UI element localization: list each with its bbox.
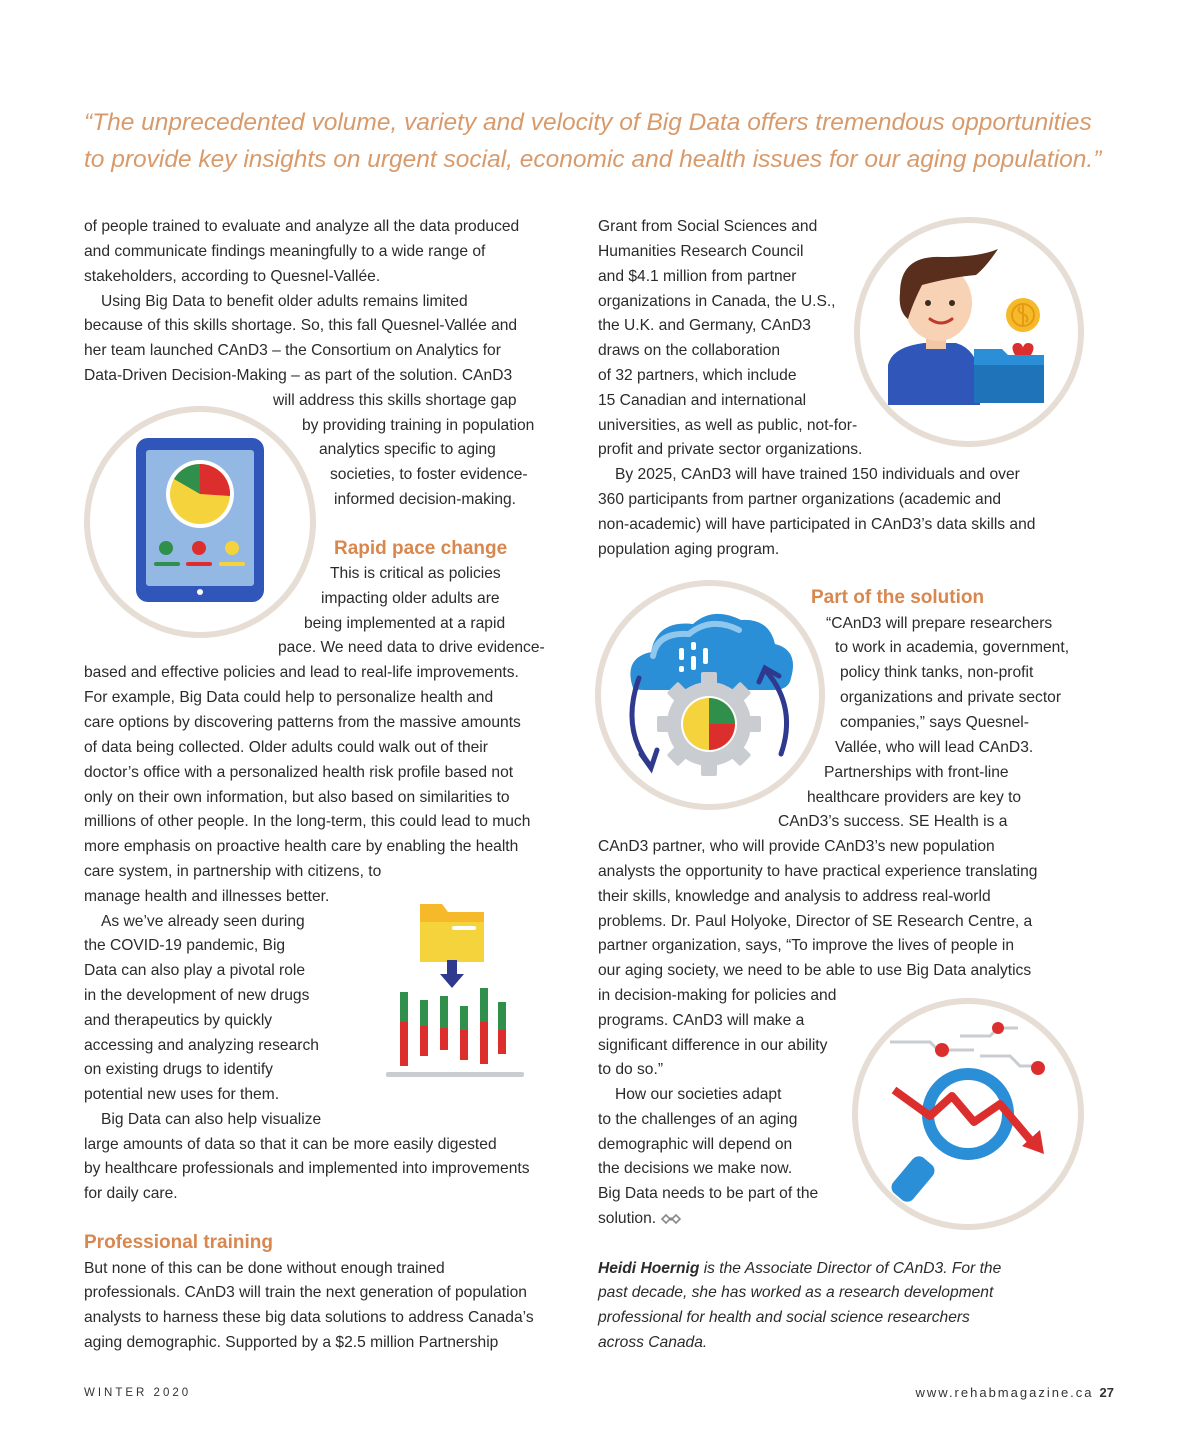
end-mark-icon	[660, 1212, 682, 1226]
body-line: population aging program.	[598, 541, 780, 558]
body-line: because of this skills shortage. So, this fall Quesnel-Vallée and	[84, 317, 518, 334]
body-line: societies, to foster evidence-	[330, 466, 528, 483]
body-line: informed decision-making.	[334, 491, 517, 508]
body-line: more emphasis on proactive health care by enabling the health	[84, 838, 519, 855]
author-bio-line: professional for health and social science researchers	[598, 1309, 970, 1326]
body-line: CAnD3 partner, who will provide CAnD3’s new population	[598, 838, 995, 855]
heading-part-of-the-solution: Part of the solution	[811, 587, 985, 608]
body-line: profit and private sector organizations.	[598, 441, 863, 458]
body-line: the U.K. and Germany, CAnD3	[598, 317, 811, 334]
person-funding-illustration	[852, 215, 1086, 449]
body-line: and therapeutics by quickly	[84, 1012, 273, 1029]
body-line: pace. We need data to drive evidence-	[278, 639, 545, 656]
body-line: demographic will depend on	[598, 1136, 793, 1153]
body-line: our aging society, we need to be able to use Big Data analytics	[598, 962, 1032, 979]
body-line: of 32 partners, which include	[598, 367, 797, 384]
body-line: manage health and illnesses better.	[84, 888, 330, 905]
body-line: millions of other people. In the long-term, this could lead to much	[84, 813, 531, 830]
body-line: Data can also play a pivotal role	[84, 962, 306, 979]
heading-rapid-pace-change: Rapid pace change	[334, 538, 508, 559]
cloud-gear-illustration	[593, 578, 827, 812]
body-line: This is critical as policies	[330, 565, 501, 582]
issue-label: WINTER 2020	[84, 1387, 192, 1399]
folder-bar-chart-illustration	[382, 892, 532, 1082]
body-line: in decision-making for policies and	[598, 987, 837, 1004]
body-line: stakeholders, according to Quesnel-Vallée.	[84, 268, 381, 285]
body-line: to do so.”	[598, 1061, 664, 1078]
body-line: healthcare providers are key to	[807, 789, 1022, 806]
body-line: the decisions we make now.	[598, 1160, 793, 1177]
body-line: by providing training in population	[302, 417, 535, 434]
heading-professional-training: Professional training	[84, 1232, 273, 1253]
body-line: in the development of new drugs	[84, 987, 310, 1004]
body-line: draws on the collaboration	[598, 342, 781, 359]
body-line: As we’ve already seen during	[101, 913, 305, 930]
body-line: organizations and private sector	[840, 689, 1062, 706]
body-line: impacting older adults are	[321, 590, 500, 607]
body-line: problems. Dr. Paul Holyoke, Director of SE Research Centre, a	[598, 913, 1033, 930]
magnifier-trend-illustration	[850, 996, 1086, 1232]
body-line: non-academic) will have participated in CAnD3’s data skills and	[598, 516, 1036, 533]
body-line: organizations in Canada, the U.S.,	[598, 293, 836, 310]
body-line: only on their own information, but also based on similarities to	[84, 789, 510, 806]
body-line: significant difference in our ability	[598, 1037, 828, 1054]
body-line: of people trained to evaluate and analyze all the data produced	[84, 218, 520, 235]
body-line: of data being collected. Older adults could walk out of their	[84, 739, 488, 756]
body-line: Humanities Research Council	[598, 243, 804, 260]
body-line: Vallée, who will lead CAnD3.	[835, 739, 1034, 756]
body-line: Grant from Social Sciences and	[598, 218, 818, 235]
pull-quote: “The unprecedented volume, variety and velocity of Big Data offers tremendous opportunities to provide key insights on urgent social, economic and health issues for our aging population.”	[84, 109, 1102, 173]
body-line: their skills, knowledge and analysis to address real-world	[598, 888, 991, 905]
author-bio-text: is the Associate Director of CAnD3. For the	[699, 1260, 1002, 1277]
body-line: by healthcare professionals and implemented into improvements	[84, 1160, 530, 1177]
body-line: Big Data needs to be part of the	[598, 1185, 819, 1202]
author-name: Heidi Hoernig	[598, 1260, 700, 1277]
body-line: being implemented at a rapid	[304, 615, 506, 632]
body-line: Data-Driven Decision-Making – as part of the solution. CAnD3	[84, 367, 513, 384]
body-line: Big Data can also help visualize	[101, 1111, 322, 1128]
body-line: How our societies adapt	[615, 1086, 782, 1103]
body-line: to work in academia, government,	[835, 639, 1070, 656]
body-line: her team launched CAnD3 – the Consortium on Analytics for	[84, 342, 501, 359]
body-line	[598, 1207, 682, 1232]
body-line: will address this skills shortage gap	[273, 392, 517, 409]
body-line: the COVID-19 pandemic, Big	[84, 937, 286, 954]
author-bio-line: past decade, she has worked as a research development	[598, 1284, 994, 1301]
author-bio-line: across Canada.	[598, 1334, 708, 1351]
body-line: for daily care.	[84, 1185, 178, 1202]
body-line: to the challenges of an aging	[598, 1111, 798, 1128]
body-line: universities, as well as public, not-for-	[598, 417, 858, 434]
page-number: 27	[1099, 1385, 1114, 1400]
body-line: based and effective policies and lead to real-life improvements.	[84, 664, 519, 681]
body-line-text: solution.	[598, 1210, 657, 1227]
body-line: 15 Canadian and international	[598, 392, 807, 409]
body-line: professionals. CAnD3 will train the next generation of population	[84, 1284, 527, 1301]
body-line: Using Big Data to benefit older adults remains limited	[101, 293, 468, 310]
body-line: potential new uses for them.	[84, 1086, 280, 1103]
body-line: doctor’s office with a personalized health risk profile based not	[84, 764, 514, 781]
body-line: Partnerships with front-line	[824, 764, 1009, 781]
body-line: “CAnD3 will prepare researchers	[826, 615, 1053, 632]
body-line: care options by discovering patterns from the massive amounts	[84, 714, 521, 731]
body-line: 360 participants from partner organizations (academic and	[598, 491, 1002, 508]
body-line: policy think tanks, non-profit	[840, 664, 1034, 681]
body-line: on existing drugs to identify	[84, 1061, 273, 1078]
body-line: accessing and analyzing research	[84, 1037, 319, 1054]
body-line: programs. CAnD3 will make a	[598, 1012, 805, 1029]
body-line: aging demographic. Supported by a $2.5 million Partnership	[84, 1334, 499, 1351]
body-line: large amounts of data so that it can be more easily digested	[84, 1136, 497, 1153]
body-line: care system, in partnership with citizens, to	[84, 863, 382, 880]
tablet-pie-chart-illustration	[82, 404, 318, 640]
footer-right	[916, 1385, 1115, 1400]
body-line: But none of this can be done without enough trained	[84, 1260, 445, 1277]
body-line: By 2025, CAnD3 will have trained 150 individuals and over	[615, 466, 1020, 483]
body-line: analysts to harness these big data solutions to address Canada’s	[84, 1309, 534, 1326]
body-line: partner organization, says, “To improve the lives of people in	[598, 937, 1015, 954]
body-line: and communicate findings meaningfully to a wide range of	[84, 243, 486, 260]
author-bio-line	[598, 1257, 1001, 1282]
body-line: CAnD3’s success. SE Health is a	[778, 813, 1008, 830]
body-line: For example, Big Data could help to personalize health and	[84, 689, 494, 706]
body-line: analytics specific to aging	[319, 441, 496, 458]
body-line: companies,” says Quesnel-	[840, 714, 1029, 731]
body-line: and $4.1 million from partner	[598, 268, 797, 285]
website-url: www.rehabmagazine.ca	[915, 1385, 1094, 1400]
body-line: analysts the opportunity to have practical experience translating	[598, 863, 1038, 880]
